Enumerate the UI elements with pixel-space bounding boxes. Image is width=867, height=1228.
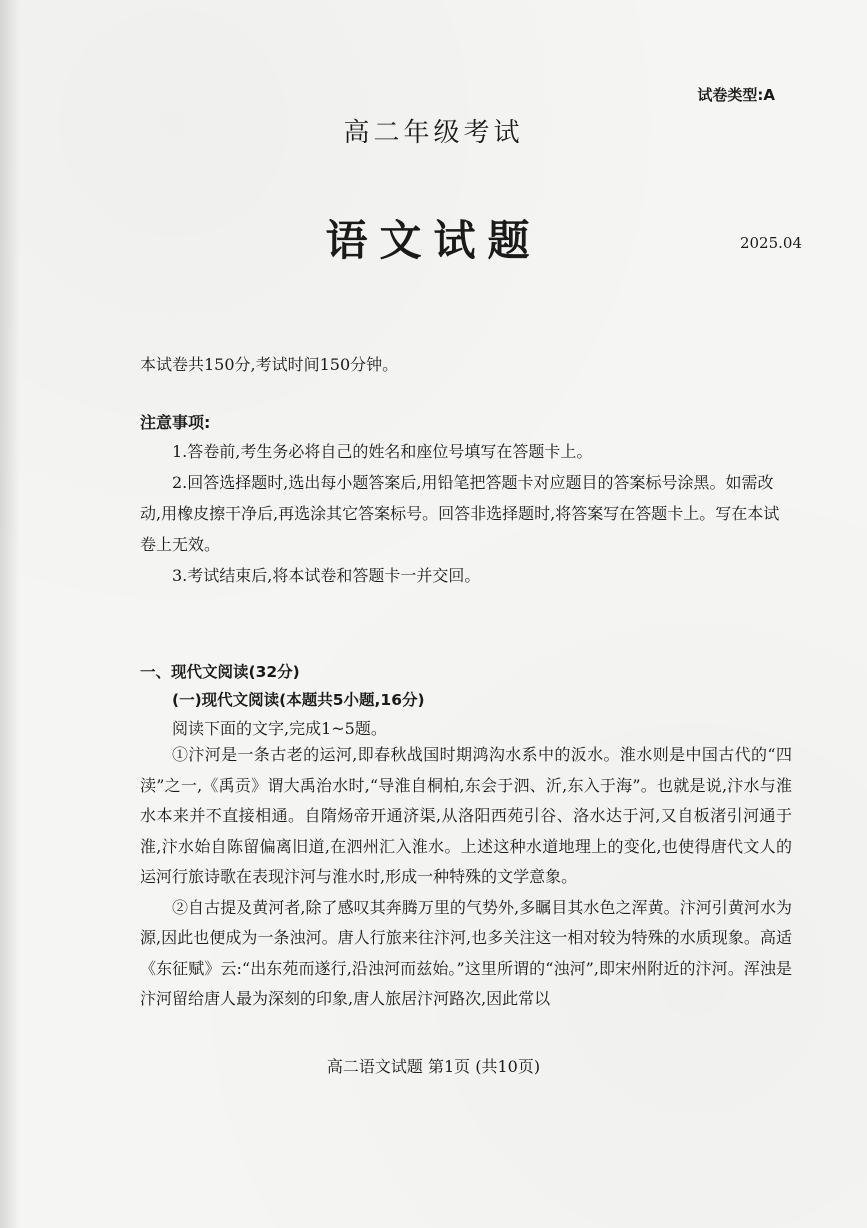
notice-item-2: 2.回答选择题时,选出每小题答案后,用铅笔把答题卡对应题目的答案标号涂黑。如需改动,用橡皮擦干净后,再选涂其它答案标号。回答非选择题时,将答案写在答题卡上。写在本试卷上无效。 — [140, 473, 780, 554]
notice-list — [140, 436, 790, 591]
reading-passage — [140, 740, 792, 1015]
exam-date: 2025.04 — [739, 234, 802, 252]
notice-item-1: 1.答卷前,考生务必将自己的姓名和座位号填写在答题卡上。 — [172, 442, 593, 461]
reading-instruction: 阅读下面的文字,完成1~5题。 — [172, 719, 387, 738]
section-title: 一、现代文阅读(32分) — [140, 663, 300, 681]
exam-intro: 本试卷共150分,考试时间150分钟。 — [140, 355, 399, 374]
page-footer: 高二语文试题 第1页 (共10页) — [326, 1057, 541, 1076]
grade-title: 高二年级考试 — [343, 118, 524, 148]
passage-paragraph-2: ②自古提及黄河者,除了感叹其奔腾万里的气势外,多瞩目其水色之浑黄。汴河引黄河水为源,因此也便成为一条浊河。唐人行旅来往汴河,也多关注这一相对较为特殊的水质现象。高适《东征赋》云:“出东苑而遂行,沿浊河而兹始。”这里所谓的“浊河”,即宋州附近的汴河。浑浊是汴河留给唐人最为深刻的印象,唐人旅居汴河路次,因此常以 — [140, 897, 792, 1008]
exam-main-title: 语文试题 — [325, 216, 542, 265]
notice-item-3: 3.考试结束后,将本试卷和答题卡一并交回。 — [172, 566, 481, 585]
paper-type-label: 试卷类型:A — [697, 86, 775, 104]
subsection-title: (一)现代文阅读(本题共5小题,16分) — [172, 691, 425, 709]
scan-edge-shadow — [0, 0, 20, 1228]
passage-paragraph-1: ①汴河是一条古老的运河,即春秋战国时期鸿沟水系中的汳水。淮水则是中国古代的“四渎”之一,《禹贡》谓大禹治水时,“导淮自桐柏,东会于泗、沂,东入于海”。也就是说,汴水与淮水本来并不直接相通。自隋炀帝开通济渠,从洛阳西苑引谷、洛水达于河,又自板渚引河通于淮,汴水始自陈留偏离旧道,在泗州汇入淮水。上述这种水道地理上的变化,也使得唐代文人的运河行旅诗歌在表现汴河与淮水时,形成一种特殊的文学意象。 — [140, 745, 792, 886]
notice-title: 注意事项: — [140, 413, 211, 432]
